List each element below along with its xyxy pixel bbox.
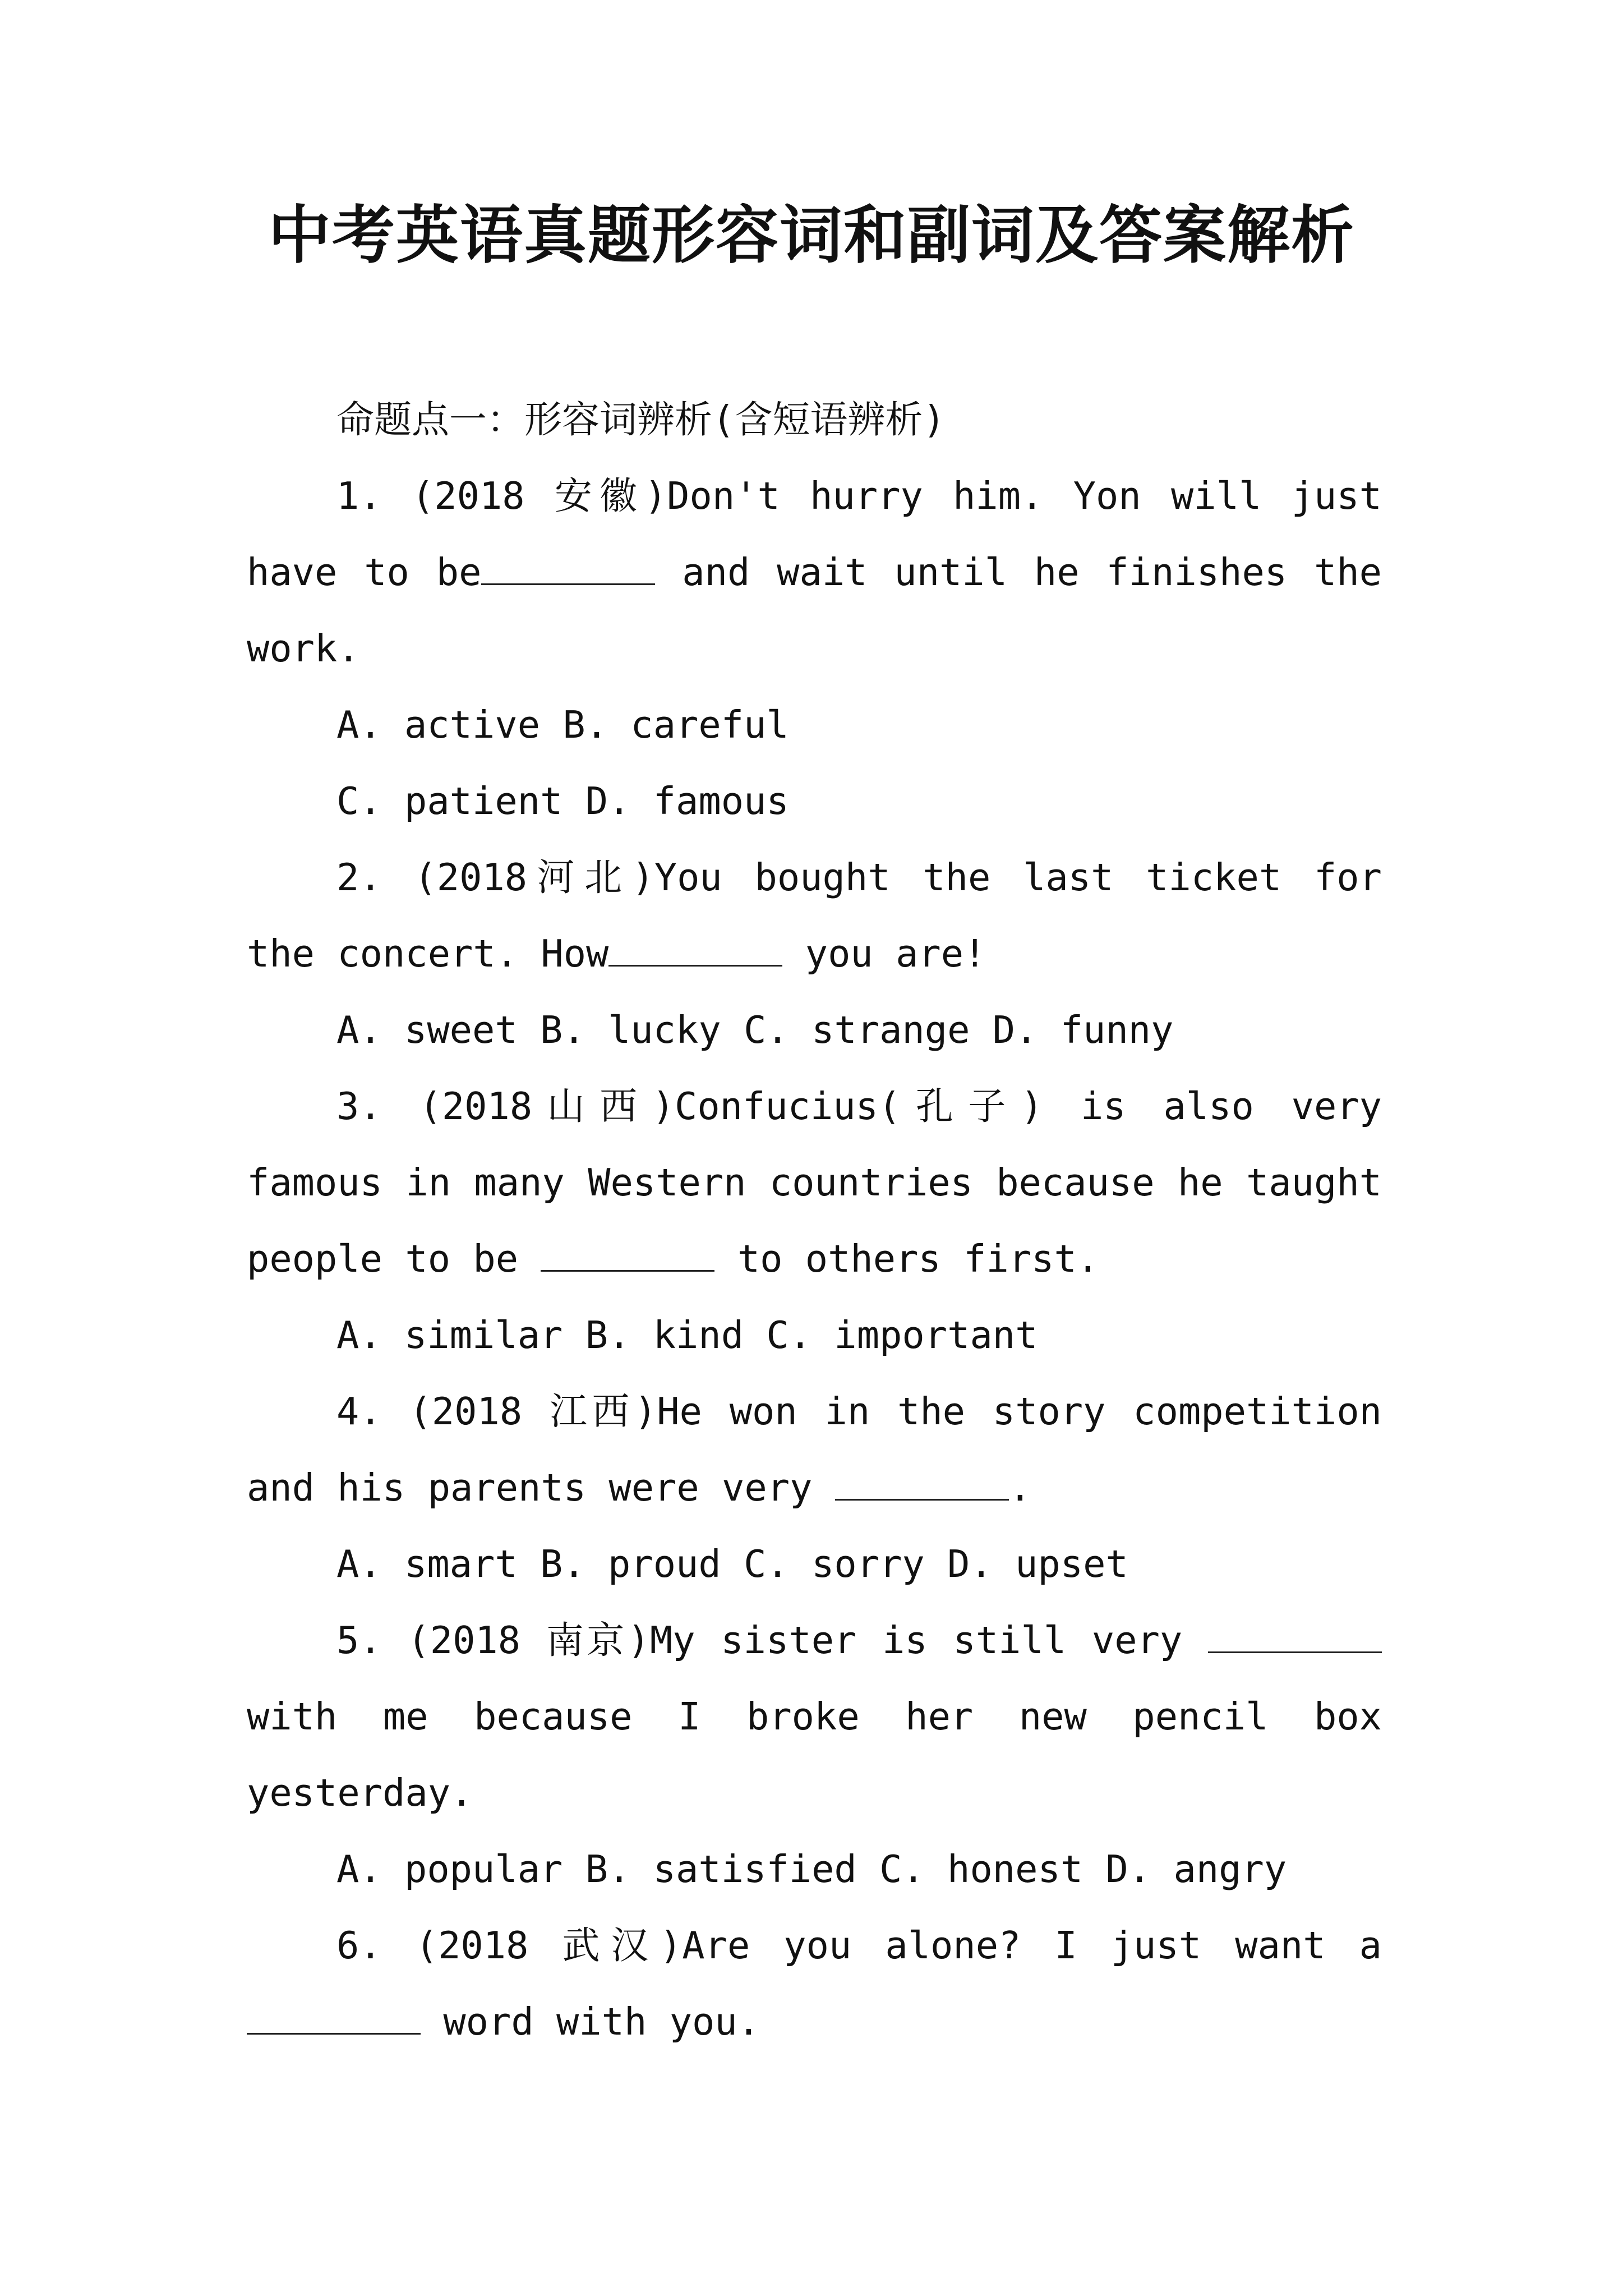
answer-blank bbox=[541, 1236, 714, 1272]
question-text: . bbox=[1008, 1466, 1032, 1510]
answer-blank bbox=[247, 1999, 421, 2035]
question-text: and wait until he finishes the work. bbox=[247, 550, 1382, 670]
answer-blank bbox=[481, 550, 655, 585]
question-stem-3 bbox=[247, 1068, 1382, 1297]
question-stem-6 bbox=[247, 1907, 1382, 2060]
question-options: A. smart B. proud C. sorry D. upset bbox=[336, 1542, 1128, 1586]
section-heading: 命题点一：形容词辨析(含短语辨析) bbox=[336, 398, 946, 441]
document-body bbox=[247, 381, 1382, 2060]
question-text: with me because I broke her new pencil box yesterday. bbox=[247, 1695, 1382, 1815]
question-options: A. popular B. satisfied C. honest D. angry bbox=[336, 1847, 1287, 1891]
question-text: 5. (2018 南京)My sister is still very bbox=[336, 1618, 1208, 1662]
question-options: C. patient D. famous bbox=[336, 779, 789, 823]
question-stem-2 bbox=[247, 839, 1382, 992]
question-options: A. sweet B. lucky C. strange D. funny bbox=[336, 1008, 1174, 1052]
question-stem-1 bbox=[247, 458, 1382, 687]
question-text: 4. (2018 江西)He won in the story competition and his parents were very bbox=[247, 1389, 1382, 1510]
question-text: 2. (2018河北)You bought the last ticket for the concert. How bbox=[247, 855, 1382, 976]
answer-blank bbox=[835, 1465, 1009, 1501]
question-options: A. active B. careful bbox=[336, 703, 789, 747]
question-stem-4 bbox=[247, 1373, 1382, 1526]
page-title: 中考英语真题形容词和副词及答案解析 bbox=[268, 199, 1355, 272]
question-options: A. similar B. kind C. important bbox=[336, 1313, 1038, 1357]
question-text: you are! bbox=[782, 932, 986, 976]
question-text: 3. (2018山西)Confucius(孔子) is also very famous in many Western countries because he taught people to be bbox=[247, 1084, 1382, 1281]
question-text: word with you. bbox=[421, 2000, 760, 2044]
question-text: 1. (2018 安徽)Don't hurry him. Yon will just have to be bbox=[247, 474, 1382, 594]
answer-blank bbox=[608, 931, 782, 967]
question-stem-5 bbox=[247, 1602, 1382, 1831]
answer-blank bbox=[1208, 1618, 1382, 1653]
question-text: to others first. bbox=[714, 1237, 1100, 1281]
question-text: 6. (2018 武汉)Are you alone? I just want a bbox=[336, 1924, 1382, 1967]
